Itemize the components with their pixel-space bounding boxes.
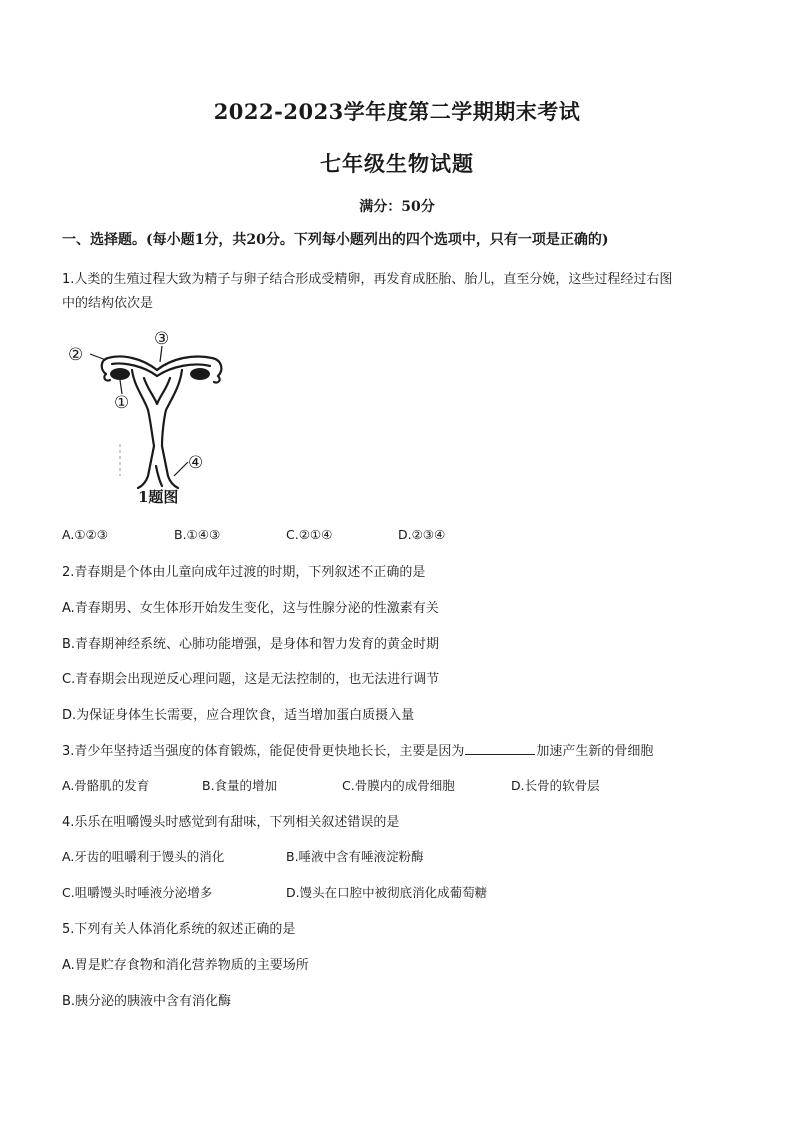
section-heading: 一、选择题。(每小题1分，共20分。下列每小题列出的四个选项中，只有一项是正确的) [62, 232, 609, 248]
q4-option-d: D.馒头在口腔中被彻底消化成葡萄糖 [286, 885, 488, 900]
label-3: ③ [154, 329, 170, 349]
uterus-diagram [62, 326, 252, 512]
q1-stem-line2: 中的结构依次是 [62, 296, 154, 311]
q1-option-a: A.①②③ [62, 527, 108, 542]
q5-stem: 5.下列有关人体消化系统的叙述正确的是 [62, 922, 296, 937]
q1-option-c: C.②①④ [286, 527, 333, 542]
exam-subtitle: 七年级生物试题 [320, 151, 474, 176]
q5-option-b: B.胰分泌的胰液中含有消化酶 [62, 994, 232, 1009]
full-score: 满分：50分 [359, 199, 435, 215]
q2-option-c: C.青春期会出现逆反心理问题，这是无法控制的，也无法进行调节 [62, 672, 440, 687]
q3-option-a: A.骨骼肌的发育 [62, 778, 150, 793]
q3-stem-before: 3.青少年坚持适当强度的体育锻炼，能促使骨更快地长长，主要是因为 [62, 744, 465, 759]
q1-option-d: D.②③④ [398, 527, 446, 542]
label-4: ④ [188, 453, 204, 473]
figure-caption: 1题图 [138, 488, 179, 506]
q4-option-a: A.牙齿的咀嚼利于馒头的消化 [62, 849, 225, 864]
q5-option-a: A.胃是贮存食物和消化营养物质的主要场所 [62, 958, 309, 973]
label-1: ① [114, 393, 130, 413]
q3-option-b: B.食量的增加 [202, 778, 278, 793]
q2-stem: 2.青春期是个体由儿童向成年过渡的时期，下列叙述不正确的是 [62, 565, 426, 580]
q1-stem-line1: 1.人类的生殖过程大致为精子与卵子结合形成受精卵，再发育成胚胎、胎儿，直至分娩，这些过程经过右图 [62, 272, 673, 287]
q4-stem: 4.乐乐在咀嚼馒头时感觉到有甜味，下列相关叙述错误的是 [62, 815, 400, 830]
q2-option-a: A.青春期男、女生体形开始发生变化，这与性腺分泌的性激素有关 [62, 601, 439, 616]
q3-stem [62, 740, 653, 759]
q2-option-b: B.青春期神经系统、心肺功能增强，是身体和智力发育的黄金时期 [62, 637, 440, 652]
q3-stem-after: 加速产生新的骨细胞 [536, 744, 654, 759]
q4-option-c: C.咀嚼馒头时唾液分泌增多 [62, 885, 213, 900]
uterus-body [132, 370, 154, 446]
vagina [138, 446, 154, 488]
q4-option-b: B.唾液中含有唾液淀粉酶 [286, 849, 424, 864]
q3-option-d: D.长骨的软骨层 [511, 778, 600, 793]
fallopian-tube-right [157, 357, 221, 377]
label-2: ② [68, 345, 84, 365]
exam-title: 2022-2023学年度第二学期期末考试 [213, 99, 581, 124]
ovary-right [190, 368, 210, 380]
answer-blank [465, 742, 535, 755]
q2-option-d: D.为保证身体生长需要，应合理饮食，适当增加蛋白质摄入量 [62, 708, 415, 723]
q3-option-c: C.骨膜内的成骨细胞 [342, 778, 455, 793]
ovary-left [110, 368, 130, 380]
q1-option-b: B.①④③ [174, 527, 221, 542]
